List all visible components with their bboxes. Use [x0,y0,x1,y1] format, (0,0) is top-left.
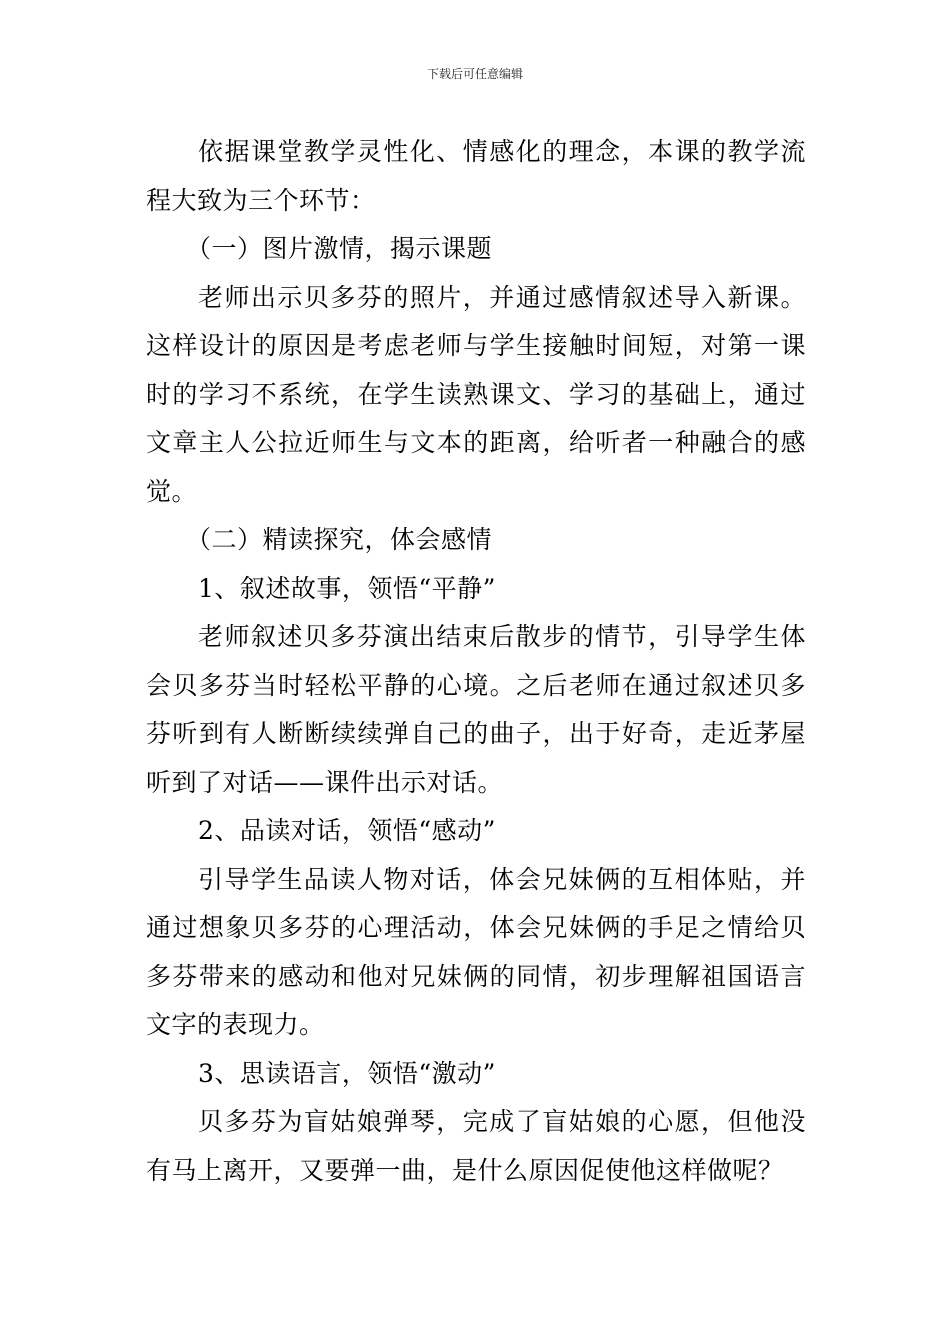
subsection-2-paragraph: 引导学生品读人物对话，体会兄妹俩的互相体贴，并通过想象贝多芬的心理活动，体会兄妹俩的手足之情给贝多芬带来的感动和他对兄妹俩的同情，初步理解祖国语言文字的表现力。 [146,864,806,1039]
subheading-2: 2、品读对话，领悟“感动” [198,816,496,845]
subsection-1-paragraph: 老师叙述贝多芬演出结束后散步的情节，引导学生体会贝多芬当时轻松平静的心境。之后老师在通过叙述贝多芬听到有人断断续续弹自己的曲子，出于好奇，走近茅屋听到了对话——课件出示对话。 [146,622,806,797]
page-header: 下载后可任意编辑 [426,67,523,81]
section-heading-1: （一）图片激情，揭示课题 [186,234,493,263]
subheading-3: 3、思读语言，领悟“激动” [198,1058,496,1088]
subsection-3-paragraph: 贝多芬为盲姑娘弹琴，完成了盲姑娘的心愿，但他没有马上离开，又要弹一曲，是什么原因促使他这样做呢？ [146,1107,806,1185]
section-heading-2: （二）精读探究，体会感情 [186,525,493,554]
intro-paragraph: 依据课堂教学灵性化、情感化的理念，本课的教学流程大致为三个环节： [146,137,806,215]
document-body [146,128,806,1195]
subheading-1: 1、叙述故事，领悟“平静” [198,573,496,603]
section-1-paragraph: 老师出示贝多芬的照片，并通过感情叙述导入新课。这样设计的原因是考虑老师与学生接触时间短，对第一课时的学习不系统，在学生读熟课文、学习的基础上，通过文章主人公拉近师生与文本的距离，给听者一种融合的感觉。 [146,282,806,506]
